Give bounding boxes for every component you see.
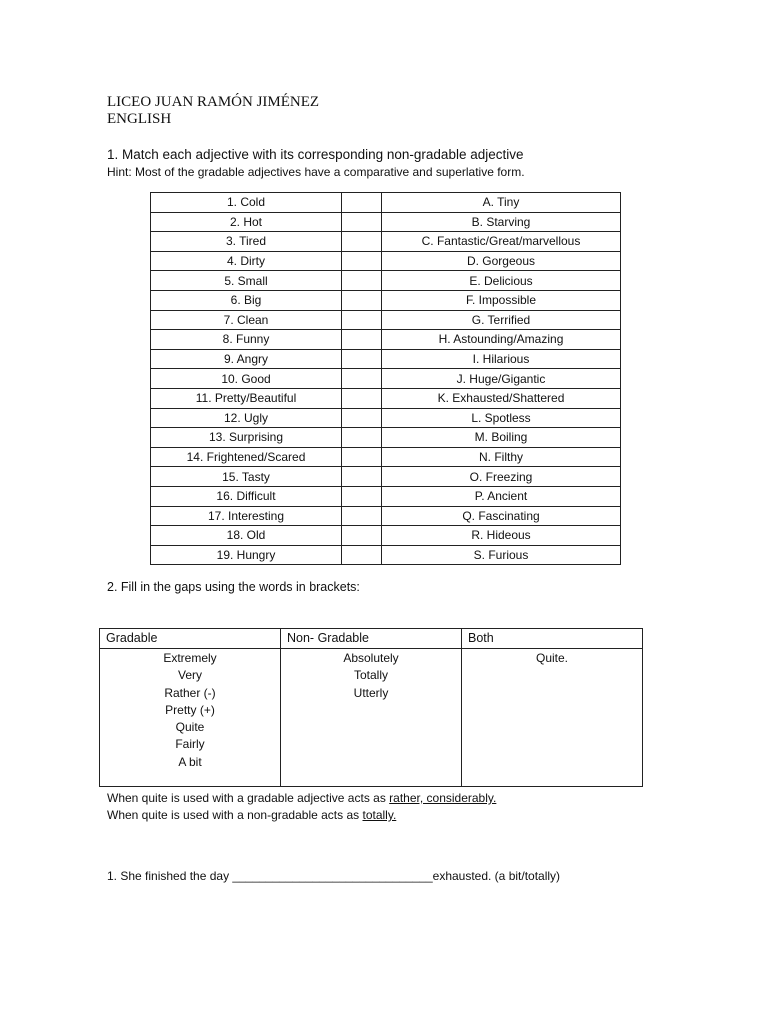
matching-row bbox=[151, 349, 621, 369]
matching-row bbox=[151, 369, 621, 389]
gradable-intensifier: Pretty (+) bbox=[165, 702, 215, 717]
non-gradable-cell bbox=[281, 649, 462, 787]
exercise-2-instruction: 2. Fill in the gaps using the words in brackets: bbox=[107, 580, 360, 594]
both-word-list bbox=[462, 650, 642, 667]
gradable-adjective: 6. Big bbox=[151, 290, 342, 310]
answer-blank[interactable] bbox=[342, 428, 382, 448]
non-gradable-adjective: B. Starving bbox=[382, 212, 621, 232]
gradable-intensifier: Very bbox=[177, 668, 202, 683]
gradable-adjective: 8. Funny bbox=[151, 330, 342, 350]
gradable-adjective: 4. Dirty bbox=[151, 251, 342, 271]
matching-row bbox=[151, 467, 621, 487]
both-intensifier: Quite. bbox=[535, 651, 568, 665]
matching-table bbox=[150, 192, 621, 565]
non-gradable-adjective: C. Fantastic/Great/marvellous bbox=[382, 232, 621, 252]
gradable-adjective: 1. Cold bbox=[151, 193, 342, 213]
sentence-1-blank[interactable]: ______________________________ bbox=[232, 869, 433, 883]
gradable-adjective: 15. Tasty bbox=[151, 467, 342, 487]
gradable-intensifier: Rather (-) bbox=[164, 685, 216, 700]
subject-name: ENGLISH bbox=[107, 111, 172, 127]
matching-row bbox=[151, 290, 621, 310]
non-gradable-adjective: E. Delicious bbox=[382, 271, 621, 291]
non-gradable-adjective: J. Huge/Gigantic bbox=[382, 369, 621, 389]
non-gradable-adjective: Q. Fascinating bbox=[382, 506, 621, 526]
header-gradable: Gradable bbox=[100, 629, 281, 649]
non-gradable-adjective: S. Furious bbox=[382, 545, 621, 565]
gradable-adjective: 9. Angry bbox=[151, 349, 342, 369]
gradable-cell bbox=[100, 649, 281, 787]
quite-gradable-note bbox=[107, 790, 496, 807]
matching-row bbox=[151, 408, 621, 428]
gradable-intensifier: Quite bbox=[175, 720, 205, 735]
matching-row bbox=[151, 545, 621, 565]
matching-row bbox=[151, 193, 621, 213]
non-gradable-adjective: I. Hilarious bbox=[382, 349, 621, 369]
gradable-intensifier: Extremely bbox=[163, 651, 217, 665]
gradable-adjective: 18. Old bbox=[151, 526, 342, 546]
answer-blank[interactable] bbox=[342, 310, 382, 330]
matching-row bbox=[151, 506, 621, 526]
matching-row bbox=[151, 428, 621, 448]
matching-row bbox=[151, 330, 621, 350]
gradable-adjective: 13. Surprising bbox=[151, 428, 342, 448]
sentence-1-end: exhausted. (a bit/totally) bbox=[432, 869, 561, 883]
non-gradable-adjective: G. Terrified bbox=[382, 310, 621, 330]
non-gradable-intensifier: Absolutely bbox=[343, 651, 399, 665]
answer-blank[interactable] bbox=[342, 232, 382, 252]
answer-blank[interactable] bbox=[342, 369, 382, 389]
non-gradable-adjective: A. Tiny bbox=[382, 193, 621, 213]
gradable-adjective: 7. Clean bbox=[151, 310, 342, 330]
answer-blank[interactable] bbox=[342, 545, 382, 565]
non-gradable-intensifier: Totally bbox=[353, 668, 388, 683]
matching-row bbox=[151, 232, 621, 252]
answer-blank[interactable] bbox=[342, 388, 382, 408]
non-gradable-adjective: K. Exhausted/Shattered bbox=[382, 388, 621, 408]
gradable-adjective: 11. Pretty/Beautiful bbox=[151, 388, 342, 408]
school-name: LICEO JUAN RAMÓN JIMÉNEZ bbox=[107, 94, 320, 110]
exercise-1-hint: Hint: Most of the gradable adjectives have a comparative and superlative form. bbox=[107, 165, 525, 179]
matching-row bbox=[151, 212, 621, 232]
non-gradable-adjective: D. Gorgeous bbox=[382, 251, 621, 271]
answer-blank[interactable] bbox=[342, 408, 382, 428]
non-gradable-adjective: R. Hideous bbox=[382, 526, 621, 546]
note-1-text: When quite is used with a gradable adjective acts as bbox=[107, 791, 390, 805]
note-1-underlined: rather, considerably. bbox=[389, 791, 497, 805]
answer-blank[interactable] bbox=[342, 486, 382, 506]
matching-table-body bbox=[151, 193, 621, 565]
gradable-intensifier: A bit bbox=[178, 754, 202, 769]
answer-blank[interactable] bbox=[342, 271, 382, 291]
gradable-adjective: 19. Hungry bbox=[151, 545, 342, 565]
intensifier-header-row bbox=[100, 629, 643, 649]
answer-blank[interactable] bbox=[342, 330, 382, 350]
matching-row bbox=[151, 486, 621, 506]
note-2-text: When quite is used with a non-gradable acts as bbox=[107, 808, 363, 822]
non-gradable-adjective: M. Boiling bbox=[382, 428, 621, 448]
quite-non-gradable-note bbox=[107, 807, 396, 824]
answer-blank[interactable] bbox=[342, 506, 382, 526]
matching-row bbox=[151, 388, 621, 408]
matching-row bbox=[151, 271, 621, 291]
answer-blank[interactable] bbox=[342, 212, 382, 232]
gradable-adjective: 17. Interesting bbox=[151, 506, 342, 526]
answer-blank[interactable] bbox=[342, 467, 382, 487]
matching-row bbox=[151, 447, 621, 467]
non-gradable-intensifier: Utterly bbox=[353, 685, 389, 700]
gradable-adjective: 5. Small bbox=[151, 271, 342, 291]
gradable-adjective: 3. Tired bbox=[151, 232, 342, 252]
non-gradable-adjective: O. Freezing bbox=[382, 467, 621, 487]
answer-blank[interactable] bbox=[342, 447, 382, 467]
exercise-1-instruction: 1. Match each adjective with its corresponding non-gradable adjective bbox=[107, 147, 524, 162]
gradable-adjective: 10. Good bbox=[151, 369, 342, 389]
non-gradable-word-list bbox=[281, 650, 461, 702]
non-gradable-adjective: N. Filthy bbox=[382, 447, 621, 467]
matching-row bbox=[151, 310, 621, 330]
non-gradable-adjective: F. Impossible bbox=[382, 290, 621, 310]
intensifier-body-row bbox=[100, 649, 643, 787]
gradable-adjective: 16. Difficult bbox=[151, 486, 342, 506]
non-gradable-adjective: P. Ancient bbox=[382, 486, 621, 506]
answer-blank[interactable] bbox=[342, 349, 382, 369]
header-non-gradable: Non- Gradable bbox=[281, 629, 462, 649]
gap-sentence-1 bbox=[107, 868, 560, 885]
answer-blank[interactable] bbox=[342, 251, 382, 271]
both-cell bbox=[462, 649, 643, 787]
gradable-word-list bbox=[100, 650, 280, 771]
gradable-adjective: 14. Frightened/Scared bbox=[151, 447, 342, 467]
intensifier-table bbox=[99, 628, 643, 787]
gradable-adjective: 12. Ugly bbox=[151, 408, 342, 428]
non-gradable-adjective: L. Spotless bbox=[382, 408, 621, 428]
non-gradable-adjective: H. Astounding/Amazing bbox=[382, 330, 621, 350]
gradable-intensifier: Fairly bbox=[175, 737, 205, 752]
matching-row bbox=[151, 526, 621, 546]
sentence-1-start: 1. She finished the day bbox=[107, 869, 233, 883]
header-both: Both bbox=[462, 629, 643, 649]
gradable-adjective: 2. Hot bbox=[151, 212, 342, 232]
answer-blank[interactable] bbox=[342, 290, 382, 310]
answer-blank[interactable] bbox=[342, 193, 382, 213]
note-2-underlined: totally. bbox=[362, 808, 397, 822]
matching-row bbox=[151, 251, 621, 271]
answer-blank[interactable] bbox=[342, 526, 382, 546]
